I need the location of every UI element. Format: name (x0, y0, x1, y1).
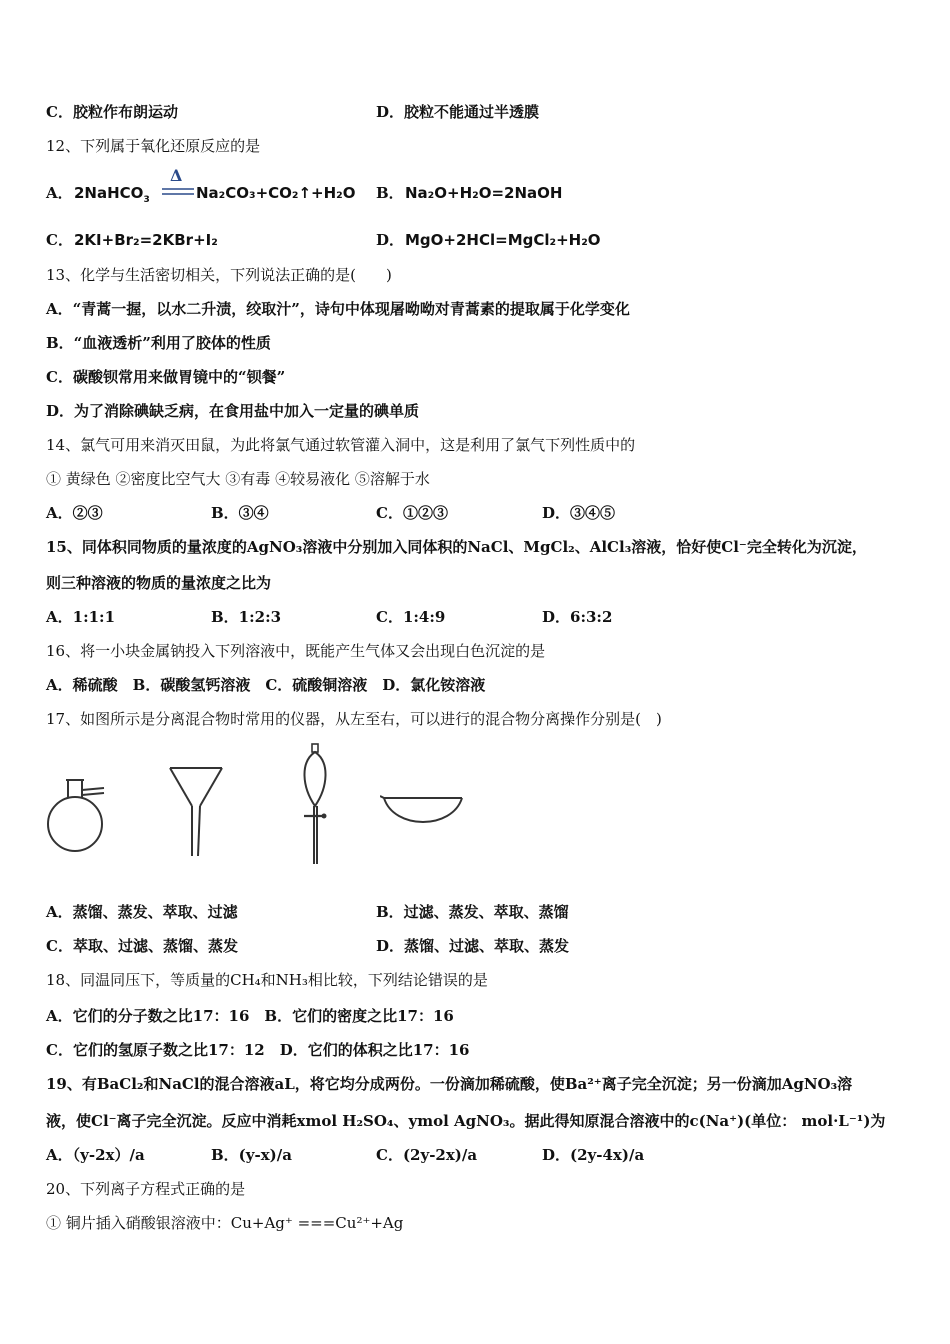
heat-delta-symbol: Δ (170, 166, 183, 185)
q15-stem: 15、同体积同物质的量浓度的AgNO₃溶液中分别加入同体积的NaCl、MgCl₂、AlCl₃溶液，恰好使Cl⁻完全转化为沉淀， (46, 538, 867, 556)
q17-option-a: A．蒸馏、蒸发、萃取、过滤 (46, 903, 238, 921)
q13-option-d: D．为了消除碘缺乏病，在食用盐中加入一定量的碘单质 (46, 402, 420, 420)
q14-option-c: C．①②③ (376, 504, 448, 522)
distillation-flask-icon (46, 776, 108, 856)
q14-option-b: B．③④ (211, 504, 269, 522)
evaporating-dish-icon (380, 790, 466, 832)
q20-stem: 20、下列离子方程式正确的是 (46, 1180, 246, 1198)
q20-item-1: ① 铜片插入硝酸银溶液中：Cu+Ag⁺ ===Cu²⁺+Ag (46, 1214, 404, 1232)
q19-option-c: C．(2y-2x)/a (376, 1146, 478, 1164)
q15-option-b: B．1:2:3 (211, 608, 282, 626)
q12-option-b-equation: Na₂O+H₂O=2NaOH (405, 184, 563, 202)
separatory-funnel-icon (296, 742, 336, 870)
q16-options: A．稀硫酸 B．碳酸氢钙溶液 C．硫酸铜溶液 D．氯化铵溶液 (46, 676, 486, 694)
q17-stem: 17、如图所示是分离混合物时常用的仪器，从左至右，可以进行的混合物分离操作分别是( ) (46, 710, 662, 728)
q12-option-c-equation: 2KI+Br₂=2KBr+I₂ (74, 231, 218, 249)
q15-stem-cont: 则三种溶液的物质的量浓度之比为 (46, 574, 272, 592)
q19-stem: 19、有BaCl₂和NaCl的混合溶液aL，将它均分成两份。一份滴加稀硫酸，使Ba²⁺离子完全沉淀；另一份滴加AgNO₃溶 (46, 1075, 853, 1093)
q12-option-a-label: A． (46, 184, 73, 202)
q14-option-a: A．②③ (46, 504, 103, 522)
q17-option-b: B．过滤、蒸发、萃取、蒸馏 (376, 903, 569, 921)
q11-option-d: D．胶粒不能通过半透膜 (376, 103, 540, 121)
equals-arrow-icon (162, 187, 194, 197)
q19-option-d: D．(2y-4x)/a (542, 1146, 645, 1164)
q19-option-b: B．(y-x)/a (211, 1146, 292, 1164)
q14-option-d: D．③④⑤ (542, 504, 616, 522)
q11-option-c: C．胶粒作布朗运动 (46, 103, 178, 121)
q18-stem: 18、同温同压下，等质量的CH₄和NH₃相比较，下列结论错误的是 (46, 971, 488, 989)
q13-option-a: A．“青蒿一握，以水二升渍，绞取汁”，诗句中体现屠呦呦对青蒿素的提取属于化学变化 (46, 300, 630, 318)
q12-option-d-equation: MgO+2HCl=MgCl₂+H₂O (405, 231, 601, 249)
q12-option-b-label: B． (376, 184, 404, 202)
q12-option-c-label: C． (46, 231, 73, 249)
q19-option-a: A．（y-2x）/a (46, 1146, 145, 1164)
q19-stem-cont: 液，使Cl⁻离子完全沉淀。反应中消耗xmol H₂SO₄、ymol AgNO₃。据此得知原混合溶液中的c(Na⁺)(单位： mol·L⁻¹)为 (46, 1112, 886, 1130)
q13-option-b: B．“血液透析”利用了胶体的性质 (46, 334, 271, 352)
q16-stem: 16、将一小块金属钠投入下列溶液中，既能产生气体又会出现白色沉淀的是 (46, 642, 546, 660)
q17-option-c: C．萃取、过滤、蒸馏、蒸发 (46, 937, 238, 955)
q15-option-d: D．6:3:2 (542, 608, 613, 626)
q18-options-ab: A．它们的分子数之比17：16 B．它们的密度之比17：16 (46, 1007, 454, 1025)
q14-property-list: ① 黄绿色 ②密度比空气大 ③有毒 ④较易液化 ⑤溶解于水 (46, 470, 430, 488)
q18-options-cd: C．它们的氢原子数之比17：12 D．它们的体积之比17：16 (46, 1041, 470, 1059)
q13-stem: 13、化学与生活密切相关，下列说法正确的是( ) (46, 266, 392, 284)
q14-stem: 14、氯气可用来消灭田鼠，为此将氯气通过软管灌入洞中，这是利用了氯气下列性质中的 (46, 436, 636, 454)
q17-option-d: D．蒸馏、过滤、萃取、蒸发 (376, 937, 570, 955)
q15-option-c: C．1:4:9 (376, 608, 446, 626)
q12-option-a-reactant: 2NaHCO$_3$ (74, 184, 150, 205)
q12-option-d-label: D． (376, 231, 405, 249)
q12-stem: 12、下列属于氧化还原反应的是 (46, 137, 261, 155)
q13-option-c: C．碳酸钡常用来做胃镜中的“钡餐” (46, 368, 286, 386)
funnel-icon (168, 766, 224, 860)
q12-option-a-products: Na₂CO₃+CO₂↑+H₂O (196, 184, 356, 202)
q15-option-a: A．1:1:1 (46, 608, 116, 626)
